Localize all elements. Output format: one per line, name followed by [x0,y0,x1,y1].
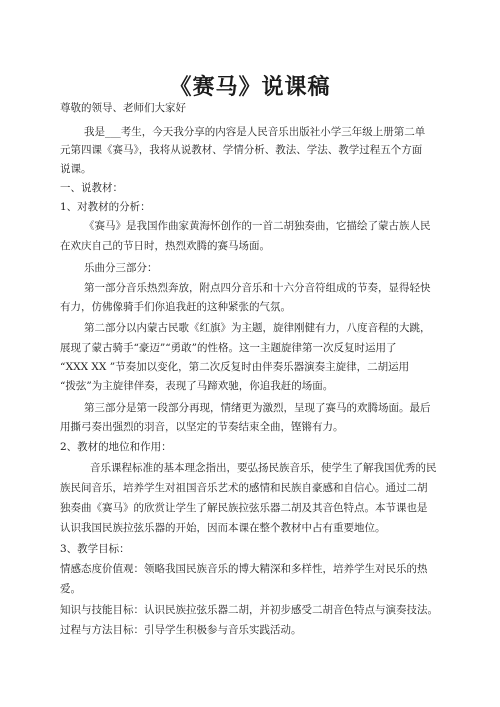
body-line: 第三部分是第一段部分再现，情绪更为激烈，呈现了赛马的欢腾场面。最后 [84,402,431,414]
body-line: 第二部分以内蒙古民歌《红旗》为主题，旋律刚健有力，八度音程的大跳， [84,322,431,334]
subsection-heading: 1、对教材的分析： [60,201,151,213]
greeting-line: 尊敬的领导、老师们大家好 [60,102,186,114]
body-line: 展现了蒙古骑手“豪迈”“勇敢”的性格。这一主题旋律第一次反复时运用了 [60,342,397,354]
body-line: 独奏曲《赛马》的欣赏让学生了解民族拉弦乐器二胡及其音色特点。本节课也是 [60,502,428,514]
document-title: 《赛马》说课稿 [169,75,331,100]
body-line: “XXX XX ”节奏加以变化，第二次反复时由伴奏乐器演奏主旋律，二胡运用 [60,361,410,373]
section-heading: 一、说教材： [60,182,123,194]
body-line: 有力，仿佛像骑手们你追我赶的这种紧张的气氛。 [60,301,291,313]
body-line: 元第四课《赛马》，我将从说教材、学情分析、教法、学法、教学过程五个方面 [60,144,423,156]
body-line: 说课。 [60,163,92,175]
body-line: 在欢庆自己的节日时，热烈欢腾的赛马场面。 [60,240,270,252]
body-line: 爱。 [60,583,81,595]
body-line: 族民间音乐，培养学生对祖国音乐艺术的感情和民族自豪感和自信心。通过二胡 [60,482,428,494]
body-line: 情感态度价值观：领略我国民族音乐的博大精深和多样性，培养学生对民乐的热 [60,563,428,575]
body-line: 用撕弓奏出强烈的羽音，以坚定的节奏结束全曲，铿锵有力。 [60,421,344,433]
body-line: 认识我国民族拉弦乐器的开始，因而本课在整个教材中占有重要地位。 [60,522,386,534]
body-line: 知识与技能目标：认识民族拉弦乐器二胡，并初步感受二胡音色特点与演奏技法。 [60,604,438,616]
body-line: “拨弦”为主旋律伴奏，表现了马蹄欢驰，你追我赶的场面。 [60,380,334,392]
subsection-heading: 3、教学目标： [60,543,130,555]
body-line: 过程与方法目标：引导学生积极参与音乐实践活动。 [60,624,302,636]
body-line: 第一部分音乐热烈奔放，附点四分音乐和十六分音符组成的节奏，显得轻快 [84,282,431,294]
subsection-heading: 2、教材的地位和作用： [60,441,172,453]
body-line: 音乐课程标准的基本理念指出，要弘扬民族音乐，使学生了解我国优秀的民 [90,462,437,474]
body-line: 《赛马》是我国作曲家黄海怀创作的一首二胡独奏曲，它描绘了蒙古族人民 [84,220,431,232]
body-line: 我是___考生，今天我分享的内容是人民音乐出版社小学三年级上册第二单 [84,126,426,138]
body-line: 乐曲分三部分： [84,262,158,274]
